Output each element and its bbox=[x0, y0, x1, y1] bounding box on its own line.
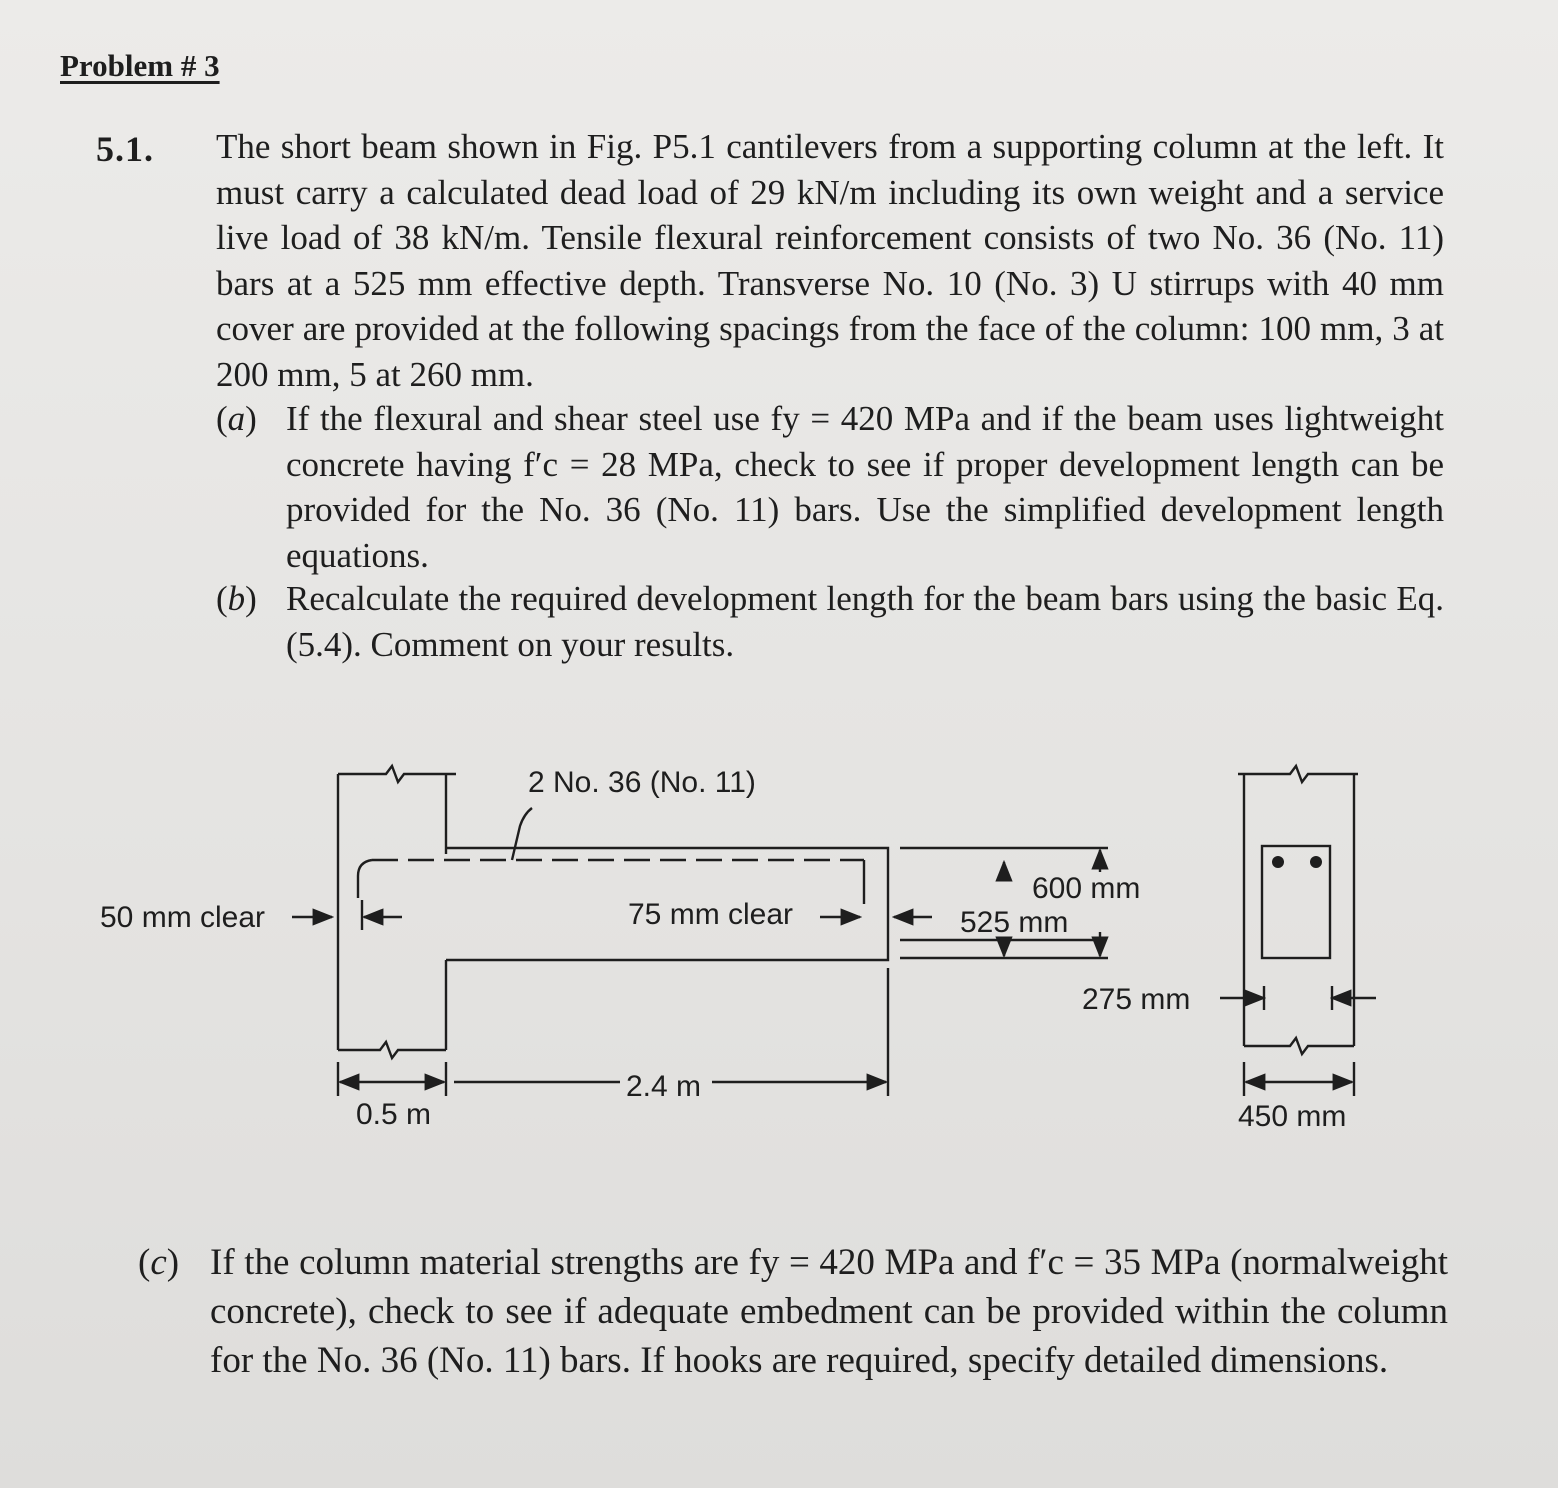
part-b-text: Recalculate the required development length for the beam bars using the basic Eq. (5.4). Comment on your results. bbox=[286, 579, 1444, 664]
inner-width-label: 275 mm bbox=[1082, 983, 1191, 1016]
part-c-label: (c) bbox=[138, 1242, 180, 1283]
part-a-label: (a) bbox=[216, 399, 257, 438]
part-a-text: If the flexural and shear steel use fy = 420 MPa and if the beam uses lightweight concrete having f′c = 28 MPa, check to see if proper development length can be provided for the No. 36 (No. 11) bars. Use the simplified development length equations. bbox=[286, 399, 1444, 575]
column-elevation bbox=[338, 766, 456, 1058]
clear-left-label: 50 mm clear bbox=[100, 901, 266, 934]
column-width-label: 0.5 m bbox=[356, 1098, 432, 1131]
problem-number: 5.1. bbox=[96, 129, 154, 169]
problem-intro-paragraph: The short beam shown in Fig. P5.1 cantilevers from a supporting column at the left. It must carry a calculated dead load of 29 kN/m including its own weight and a service live load of 38 kN/m. Tensile flexural reinforcement consists of two No. 36 (No. 11) bars at a 525 mm effective depth. Transverse No. 10 (No. 3) U stirrups with 40 mm cover are provided at the following spacings from the face of the column: 100 mm, 3 at 200 mm, 5 at 260 mm. bbox=[216, 127, 1444, 394]
section-bars bbox=[1272, 856, 1322, 868]
bars-label: 2 No. 36 (No. 11) bbox=[528, 766, 756, 799]
rebar-dot-left bbox=[1272, 856, 1284, 868]
height-total-label: 600 mm bbox=[1032, 872, 1141, 905]
beam-cross-section bbox=[1220, 766, 1376, 1096]
clear-right-label: 75 mm clear bbox=[628, 898, 794, 931]
problem-title: Problem # 3 bbox=[60, 48, 220, 83]
rebar-dot-right bbox=[1310, 856, 1322, 868]
effective-depth-label: 525 mm bbox=[960, 906, 1069, 939]
section-width-label: 450 mm bbox=[1238, 1100, 1347, 1133]
part-b-label: (b) bbox=[216, 579, 257, 618]
beam-length-label: 2.4 m bbox=[626, 1070, 702, 1103]
beam-elevation bbox=[292, 808, 1108, 1096]
part-c-text: If the column material strengths are fy = 420 MPa and f′c = 35 MPa (normalweight concrete), check to see if adequate embedment can be provided within the column for the No. 36 (No. 11) bars. If hooks are required, specify detailed dimensions. bbox=[210, 1242, 1448, 1381]
